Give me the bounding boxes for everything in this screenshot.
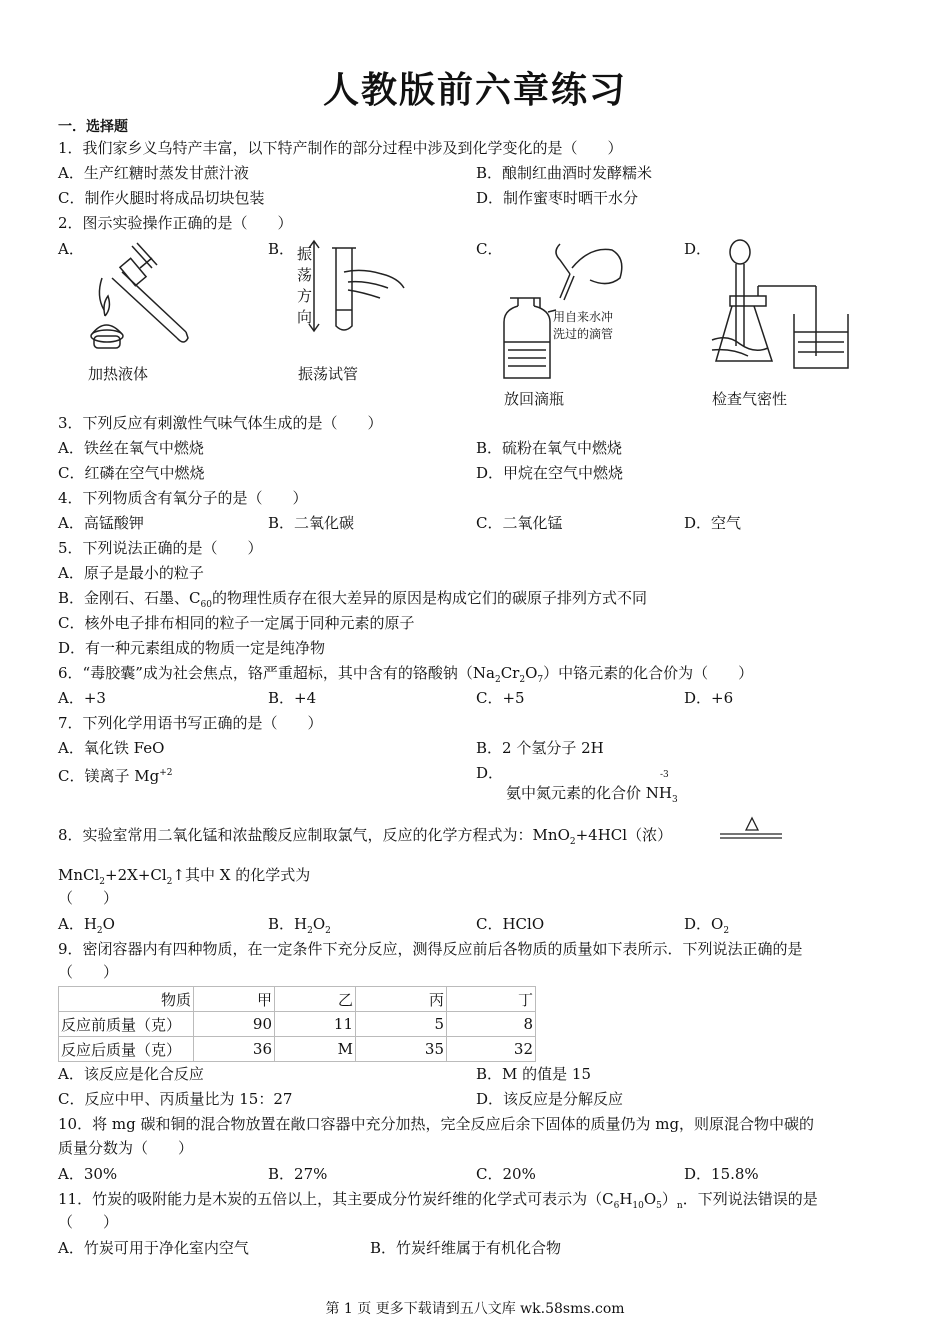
table-cell: 90 xyxy=(194,1012,275,1037)
q2-stem: 2．图示实验操作正确的是（ ） xyxy=(58,214,293,232)
q5-stem: 5．下列说法正确的是（ ） xyxy=(58,539,263,557)
page-title: 人教版前六章练习 xyxy=(322,70,627,111)
q3-option-a: A．铁丝在氧气中燃烧 xyxy=(58,439,204,457)
q7-option-c: C．镁离子 $Mg^{+2}$ xyxy=(58,767,173,785)
q5-option-b: B．金刚石、石墨、$C_{60}$的物理性质存在很大差异的原因是构成它们的碳原子排列方式不同 xyxy=(58,589,647,610)
q2-caption-a: 加热液体 xyxy=(88,365,149,383)
q2-caption-d: 检查气密性 xyxy=(712,390,788,408)
table-header-row xyxy=(59,987,536,1012)
q3-option-b: B．硫粉在氧气中燃烧 xyxy=(476,439,623,457)
q10-option-b: B．27% xyxy=(268,1165,328,1183)
q8-option-b: B．$H_2O_2$ xyxy=(268,915,331,936)
q6-option-d: D．+6 xyxy=(684,689,734,707)
section-heading: 一．选择题 xyxy=(58,119,128,135)
q4-option-c: C．二氧化锰 xyxy=(476,514,563,532)
q4-option-b: B．二氧化碳 xyxy=(268,514,355,532)
table-header-cell: 丙 xyxy=(356,987,447,1012)
q9-stem: 9．密闭容器内有四种物质，在一定条件下充分反应，测得反应前后各物质的质量如下表所示．下列说法正确的是 xyxy=(58,940,803,958)
q5-option-c: C．核外电子排布相同的粒子一定属于同种元素的原子 xyxy=(58,614,415,632)
q10-option-d: D．15.8% xyxy=(684,1165,759,1183)
q9-option-c: C．反应中甲、丙质量比为 15：27 xyxy=(58,1090,293,1108)
q7-option-d-text: 氨中氮元素的化合价 $NH_3$ xyxy=(506,784,678,805)
q2-option-b: B． xyxy=(268,240,295,258)
table-cell: 35 xyxy=(356,1037,447,1062)
table-cell: 36 xyxy=(194,1037,275,1062)
q6-stem: 6．“毒胶囊”成为社会焦点，铬严重超标，其中含有的铬酸钠$(Na_2Cr_2O_7)$中铬元素的化合价为（ ） xyxy=(58,664,754,685)
q5-option-a: A．原子是最小的粒子 xyxy=(58,564,204,582)
q3-stem: 3．下列反应有刺激性气味气体生成的是（ ） xyxy=(58,414,383,432)
dropper-label-line1: 用自来水冲 xyxy=(553,310,614,324)
q1-option-b: B．酿制红曲酒时发酵糯米 xyxy=(476,164,653,182)
q5-option-d: D．有一种元素组成的物质一定是纯净物 xyxy=(58,639,326,657)
table-cell: 11 xyxy=(275,1012,356,1037)
table-cell: 反应前质量（克） xyxy=(59,1012,194,1037)
q8-option-a: A．$H_2O$ xyxy=(58,915,115,936)
shake-direction-label: 振荡方向 xyxy=(297,245,313,326)
table-cell: 32 xyxy=(447,1037,536,1062)
q11-option-a: A．竹炭可用于净化室内空气 xyxy=(58,1239,249,1257)
q4-stem: 4．下列物质含有氧分子的是（ ） xyxy=(58,489,308,507)
q7-stem: 7．下列化学用语书写正确的是（ ） xyxy=(58,714,323,732)
q11-option-b: B．竹炭纤维属于有机化合物 xyxy=(370,1239,562,1257)
q2-option-a: A． xyxy=(58,240,84,258)
q8-answer-paren: （ ） xyxy=(58,889,119,907)
q7-option-d: D． xyxy=(476,764,504,782)
table-header-cell: 物质 xyxy=(59,987,194,1012)
q2-option-d: D． xyxy=(684,240,712,258)
q10-option-a: A．30% xyxy=(58,1165,118,1183)
q4-option-a: A．高锰酸钾 xyxy=(58,514,144,532)
q9-option-d: D．该反应是分解反应 xyxy=(476,1090,624,1108)
q11-stem: 11．竹炭的吸附能力是木炭的五倍以上，其主要成分竹炭纤维的化学式可表示为$(C_6H_{10}O_5)_n$．下列说法错误的是 xyxy=(58,1190,818,1211)
q10-option-c: C．20% xyxy=(476,1165,536,1183)
airtightness-figure xyxy=(708,236,858,386)
q3-option-c: C．红磷在空气中燃烧 xyxy=(58,464,205,482)
heating-liquid-figure xyxy=(82,238,202,358)
table-cell: M xyxy=(275,1037,356,1062)
q8-stem: 8．实验室常用二氧化锰和浓盐酸反应制取氯气，反应的化学方程式为：MnO$_2$+4HCl（浓） xyxy=(58,826,673,847)
table-cell: 8 xyxy=(447,1012,536,1037)
q8-stem-line2: $MnCl_2+2X+Cl_2↑$其中 X 的化学式为 xyxy=(58,866,311,887)
q3-option-d: D．甲烷在空气中燃烧 xyxy=(476,464,624,482)
q10-stem-line2: 质量分数为（ ） xyxy=(58,1139,194,1157)
q7-option-b: B．2 个氢分子 2H xyxy=(476,739,604,757)
table-header-cell: 甲 xyxy=(194,987,275,1012)
q11-answer-paren: （ ） xyxy=(58,1213,119,1231)
table-row xyxy=(59,1012,536,1037)
table-row xyxy=(59,1037,536,1062)
table-header-cell: 乙 xyxy=(275,987,356,1012)
dropper-label-line2: 洗过的滴管 xyxy=(553,327,614,341)
q7-valence-mark: -3 xyxy=(660,770,669,780)
q9-option-a: A．该反应是化合反应 xyxy=(58,1065,204,1083)
q1-option-a: A．生产红糖时蒸发甘蔗汁液 xyxy=(58,164,249,182)
q2-caption-c: 放回滴瓶 xyxy=(504,390,565,408)
q10-stem: 10．将 mg 碳和铜的混合物放置在敞口容器中充分加热，完全反应后余下固体的质量仍为 mg，则原混合物中碳的 xyxy=(58,1115,815,1133)
heat-condition-symbol xyxy=(720,814,784,844)
q8-option-c: C．HClO xyxy=(476,915,545,933)
q1-option-c: C．制作火腿时将成品切块包装 xyxy=(58,189,265,207)
q8-option-d: D．$O_2$ xyxy=(684,915,730,936)
q6-option-a: A．+3 xyxy=(58,689,106,707)
q9-answer-paren: （ ） xyxy=(58,963,119,981)
q4-option-d: D．空气 xyxy=(684,514,742,532)
q1-option-d: D．制作蜜枣时晒干水分 xyxy=(476,189,639,207)
page-footer: 第 1 页 更多下载请到五八文库 wk.58sms.com xyxy=(325,1301,625,1317)
mass-table xyxy=(58,986,536,1062)
q2-option-c: C． xyxy=(476,240,503,258)
table-cell: 反应后质量（克） xyxy=(59,1037,194,1062)
table-cell: 5 xyxy=(356,1012,447,1037)
q2-caption-b: 振荡试管 xyxy=(298,365,359,383)
q6-option-b: B．+4 xyxy=(268,689,317,707)
q7-option-a: A．氧化铁 FeO xyxy=(58,739,165,757)
q1-stem: 1．我们家乡义乌特产丰富，以下特产制作的部分过程中涉及到化学变化的是（ ） xyxy=(58,139,623,157)
table-header-cell: 丁 xyxy=(447,987,536,1012)
q9-option-b: B．M 的值是 15 xyxy=(476,1065,592,1083)
q6-option-c: C．+5 xyxy=(476,689,525,707)
